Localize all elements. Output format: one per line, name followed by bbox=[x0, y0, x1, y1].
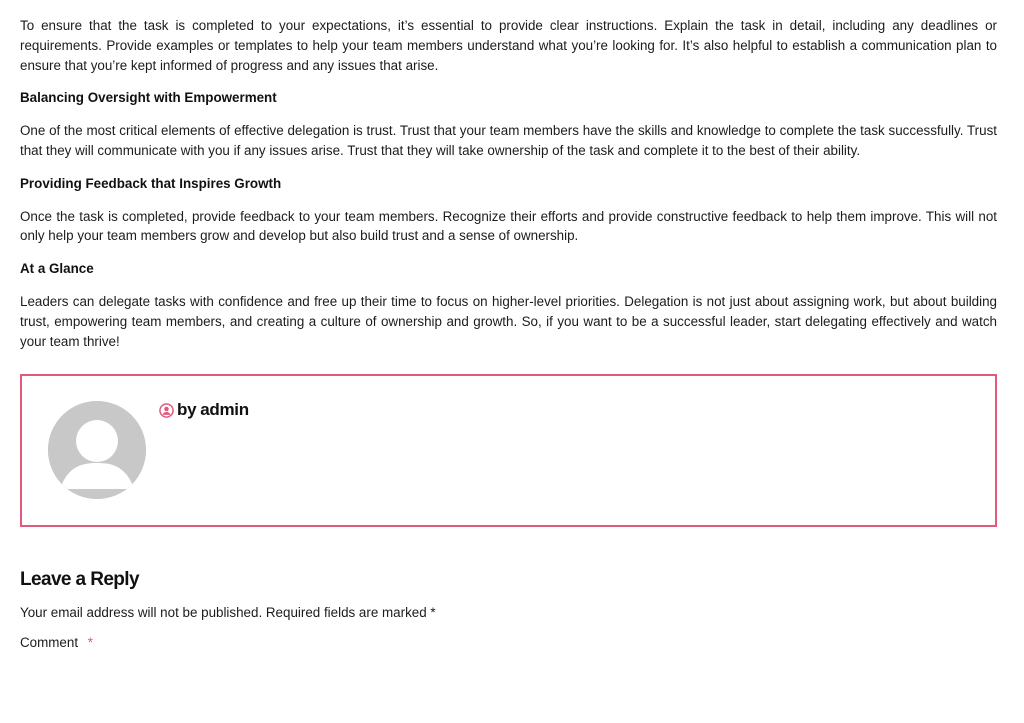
article-content bbox=[20, 0, 997, 650]
comment-field-label bbox=[20, 635, 997, 650]
user-icon bbox=[159, 403, 174, 418]
author-name-link[interactable]: admin bbox=[200, 400, 249, 420]
comment-notes bbox=[20, 605, 997, 620]
article-body bbox=[20, 16, 997, 351]
section-heading: Balancing Oversight with Empowerment bbox=[20, 90, 277, 106]
author-avatar bbox=[48, 401, 146, 499]
paragraph: To ensure that the task is completed to your expectations, it’s essential to provide clear instructions. Explain the task in detail, including any deadlines or requirements. Provide examples or templates to help your team members understand what you’re looking for. It’s also helpful to establish a communication plan to ensure that you’re kept informed of progress and any issues that arise. bbox=[20, 18, 997, 73]
comment-required-mark: * bbox=[87, 635, 93, 651]
required-mark: * bbox=[430, 605, 436, 621]
default-avatar-icon bbox=[48, 401, 146, 499]
comment-notes-text: Your email address will not be published. Required fields are marked bbox=[20, 605, 427, 621]
comment-label-text: Comment bbox=[20, 635, 79, 651]
by-label: by bbox=[177, 400, 197, 420]
author-box bbox=[20, 374, 997, 527]
paragraph: Leaders can delegate tasks with confidence and free up their time to focus on higher-level priorities. Delegation is not just about assigning work, but about building trust, empowering team members, and creating a culture of ownership and growth. So, if you want to be a successful leader, start delegating effectively and watch your team thrive! bbox=[20, 293, 997, 349]
paragraph: One of the most critical elements of effective delegation is trust. Trust that your team members have the skills and knowledge to complete the task successfully. Trust that they will communicate with you if any issues arise. Trust that they will take ownership of the task and complete it to the best of their ability. bbox=[20, 123, 997, 158]
section-heading: Providing Feedback that Inspires Growth bbox=[20, 175, 282, 191]
paragraph: Once the task is completed, provide feedback to your team members. Recognize their efforts and provide constructive feedback to help them improve. This will not only help your team members grow and develop but also build trust and a sense of ownership. bbox=[20, 208, 997, 244]
author-byline bbox=[159, 400, 249, 420]
section-heading: At a Glance bbox=[20, 261, 94, 277]
reply-title: Leave a Reply bbox=[20, 569, 139, 591]
